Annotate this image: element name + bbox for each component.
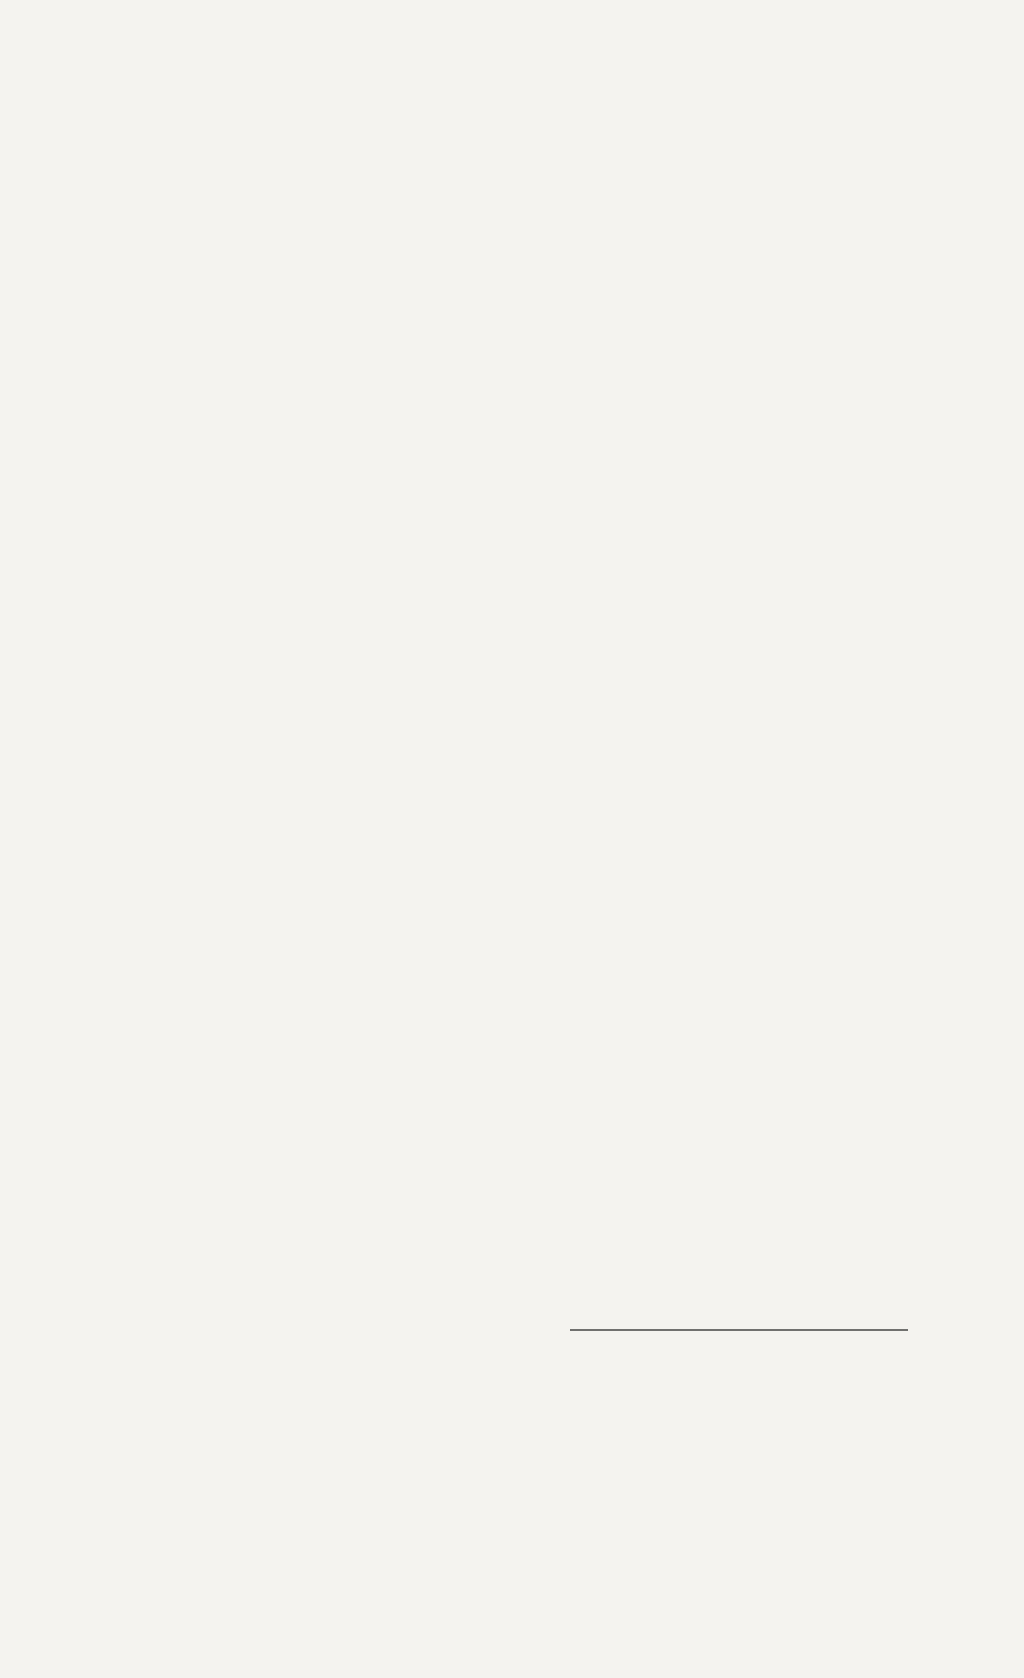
- line-segment-figure: [560, 1318, 920, 1352]
